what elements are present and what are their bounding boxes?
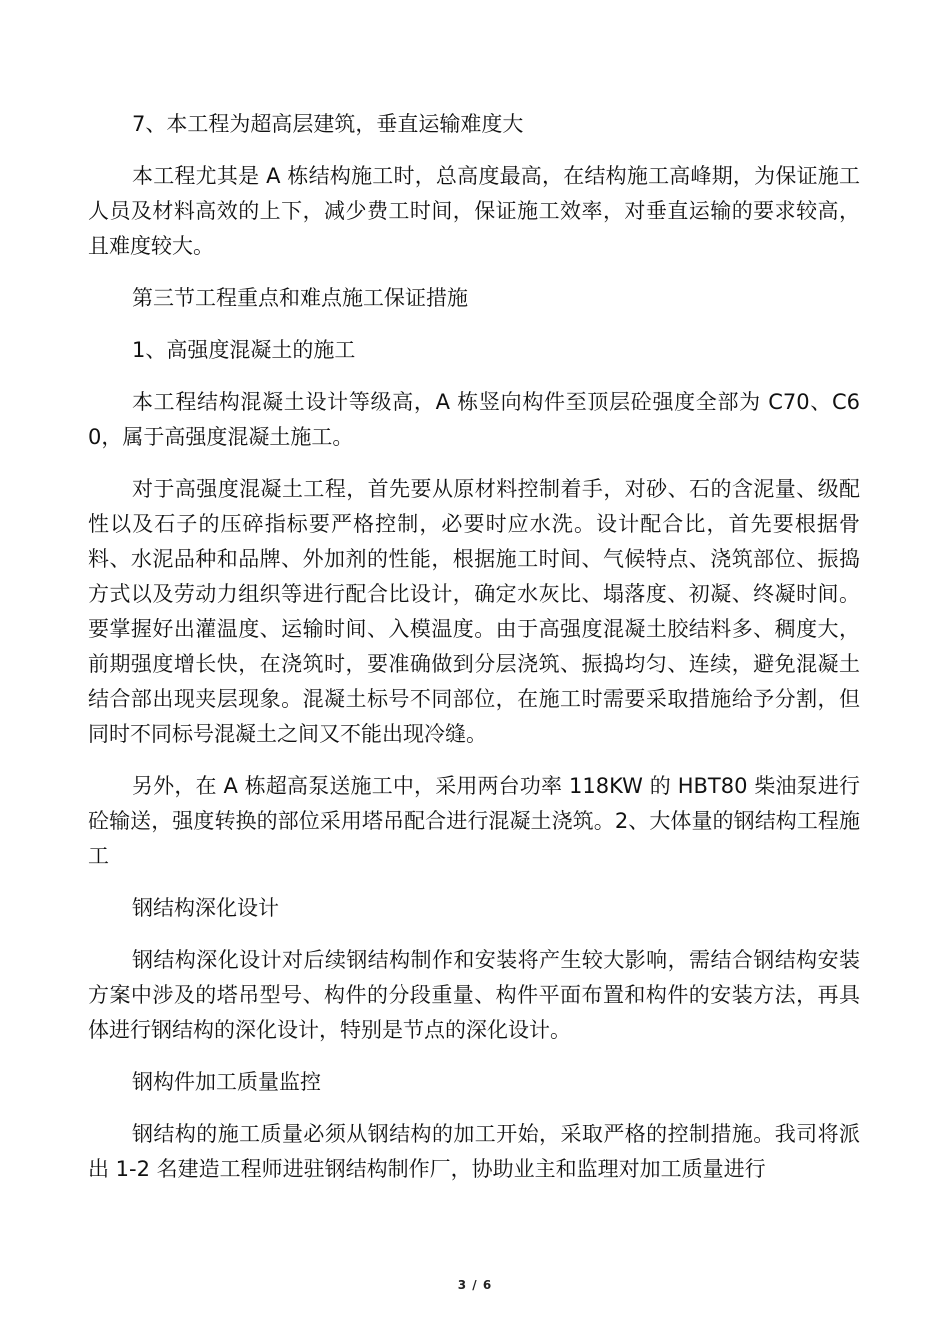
heading-steel-detailing: 钢结构深化设计	[132, 896, 279, 920]
heading-steel-quality: 钢构件加工质量监控	[132, 1070, 321, 1094]
paragraph-steel-detailing: 钢结构深化设计对后续钢结构制作和安装将产生较大影响，需结合钢结构安装方案中涉及的塔吊型号、构件的分段重量、构件平面布置和构件的安装方法，再具体进行钢结构的深化设计，特别是节点的深化设计。	[88, 948, 860, 1042]
paragraph-concrete-grade: 本工程结构混凝土设计等级高，A 栋竖向构件至顶层砼强度全部为 C70、C60，属于高强度混凝土施工。	[88, 390, 860, 449]
document-body	[88, 107, 860, 1187]
paragraph-concrete-control: 对于高强度混凝土工程，首先要从原材料控制着手，对砂、石的含泥量、级配性以及石子的压碎指标要严格控制，必要时应水洗。设计配合比，首先要根据骨料、水泥品种和品牌、外加剂的性能，根据施工时间、气候特点、浇筑部位、振捣方式以及劳动力组织等进行配合比设计，确定水灰比、塌落度、初凝、终凝时间。要掌握好出灌温度、运输时间、入模温度。由于高强度混凝土胶结料多、稠度大，前期强度增长快，在浇筑时，要准确做到分层浇筑、振捣均匀、连续，避免混凝土结合部出现夹层现象。混凝土标号不同部位，在施工时需要采取措施给予分割，但同时不同标号混凝土之间又不能出现冷缝。	[88, 477, 860, 746]
heading-high-strength-concrete: 1、高强度混凝土的施工	[132, 338, 356, 362]
heading-vertical-transport: 7、本工程为超高层建筑，垂直运输难度大	[132, 112, 524, 136]
page-number: 3 / 6	[457, 1278, 493, 1292]
section-title: 第三节工程重点和难点施工保证措施	[132, 286, 468, 310]
paragraph-pumping: 另外，在 A 栋超高泵送施工中，采用两台功率 118KW 的 HBT80 柴油泵进行砼输送，强度转换的部位采用塔吊配合进行混凝土浇筑。2、大体量的钢结构工程施工	[88, 774, 860, 868]
paragraph-vertical-transport: 本工程尤其是 A 栋结构施工时，总高度最高，在结构施工高峰期，为保证施工人员及材料高效的上下，减少费工时间，保证施工效率，对垂直运输的要求较高，且难度较大。	[88, 164, 860, 258]
paragraph-steel-quality: 钢结构的施工质量必须从钢结构的加工开始，采取严格的控制措施。我司将派出 1-2 名建造工程师进驻钢结构制作厂，协助业主和监理对加工质量进行	[88, 1122, 860, 1181]
